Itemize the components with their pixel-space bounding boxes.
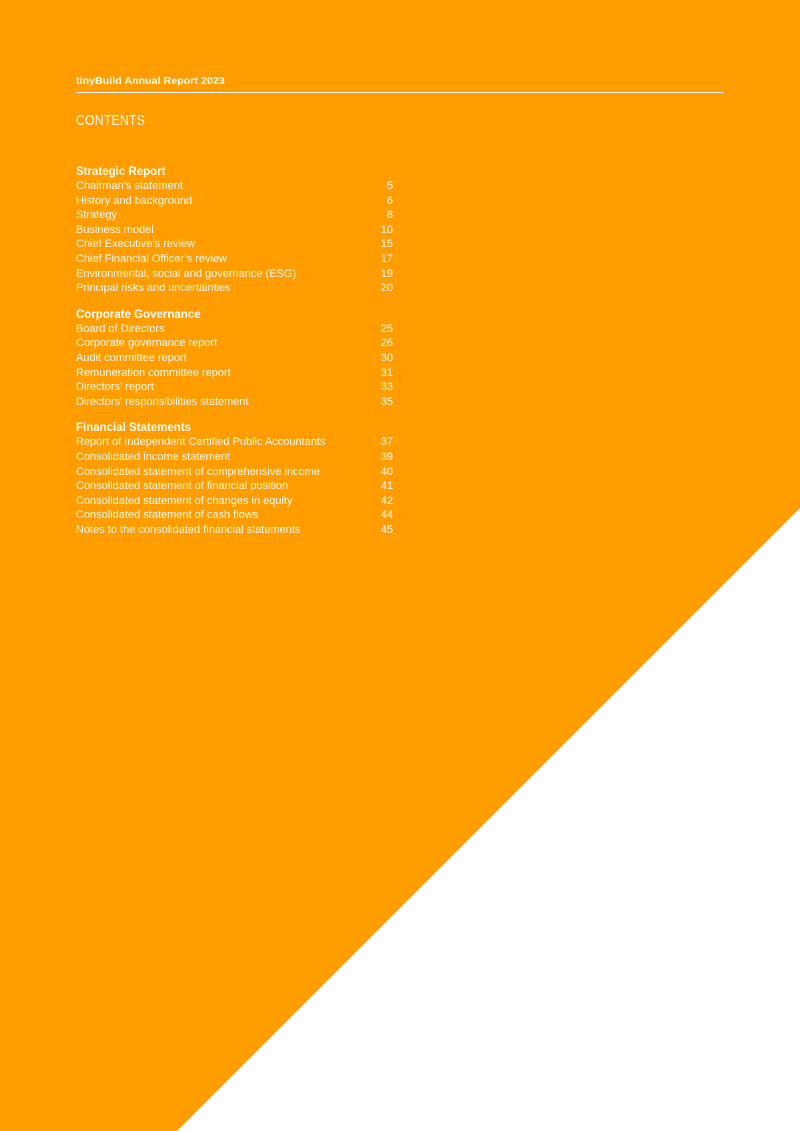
toc-entry-page: 25 xyxy=(380,322,393,335)
toc-entry-label: History and background xyxy=(76,194,193,207)
toc-entry[interactable] xyxy=(76,267,393,282)
toc-entry-label: Consolidated statement of comprehensive income xyxy=(76,465,320,478)
toc-entry[interactable] xyxy=(76,508,393,523)
toc-entry-label: Strategy xyxy=(76,209,117,222)
toc-entry-page: 6 xyxy=(386,194,393,207)
toc-entry-label: Corporate governance report xyxy=(76,337,218,350)
toc-entry-page: 37 xyxy=(380,436,393,449)
toc-entry-page: 41 xyxy=(380,480,393,493)
toc-entry-page: 42 xyxy=(380,494,393,507)
toc-entry[interactable] xyxy=(76,223,393,238)
toc-section-financial-statements xyxy=(76,421,393,537)
toc-entry-page: 8 xyxy=(386,209,393,222)
toc-entry-label: Consolidated income statement xyxy=(76,450,231,463)
toc-entry[interactable] xyxy=(76,479,393,494)
toc-entry-label: Chief Executive’s review xyxy=(76,238,196,251)
section-heading: Financial Statements xyxy=(76,422,192,435)
toc-entry-page: 17 xyxy=(380,252,393,265)
toc-entry-label: Consolidated statement of financial position xyxy=(76,480,289,493)
toc-entry-page: 39 xyxy=(380,450,393,463)
section-heading: Strategic Report xyxy=(76,166,166,178)
toc-entry-label: Chief Financial Officer’s review xyxy=(76,252,228,265)
toc-entry-page: 33 xyxy=(380,381,393,394)
toc-entry[interactable] xyxy=(76,208,393,223)
report-header-title: tinyBuild Annual Report 2023 xyxy=(76,75,225,87)
toc-entry-label: Notes to the consolidated financial statements xyxy=(76,523,301,536)
toc-entry[interactable] xyxy=(76,237,393,252)
toc-entry-label: Business model xyxy=(76,223,154,236)
toc-entry[interactable] xyxy=(76,465,393,480)
toc-section-strategic-report xyxy=(76,165,393,296)
toc-entry-page: 30 xyxy=(380,351,393,364)
toc-entry[interactable] xyxy=(76,450,393,465)
toc-section-corporate-governance xyxy=(76,308,393,410)
toc-entry-page: 5 xyxy=(386,180,393,192)
toc-entry-page: 20 xyxy=(380,282,393,295)
toc-entry[interactable] xyxy=(76,395,393,410)
toc-entry-page: 19 xyxy=(380,267,393,280)
toc-entry-page: 10 xyxy=(380,223,393,236)
toc-entry[interactable] xyxy=(76,523,393,538)
toc-entry[interactable] xyxy=(76,380,393,395)
toc-entry-page: 40 xyxy=(380,465,393,478)
toc-entry-label: Report of Independent Certified Public Accountants xyxy=(76,436,326,449)
toc-entry-page: 15 xyxy=(380,238,393,251)
header-divider xyxy=(76,92,724,93)
toc-entry-label: Directors’ report xyxy=(76,381,154,394)
toc-entry-label: Principal risks and uncertainties xyxy=(76,282,231,295)
table-of-contents xyxy=(76,165,393,549)
toc-entry[interactable] xyxy=(76,194,393,209)
toc-entry[interactable] xyxy=(76,281,393,296)
page-title: CONTENTS xyxy=(76,112,145,129)
toc-entry-label: Audit committee report xyxy=(76,351,187,364)
toc-entry[interactable] xyxy=(76,322,393,337)
toc-entry-label: Consolidated statement of changes in equity xyxy=(76,494,293,507)
toc-entry-label: Directors’ responsibilities statement xyxy=(76,395,249,408)
toc-entry[interactable] xyxy=(76,336,393,351)
toc-entry-label: Remuneration committee report xyxy=(76,366,231,379)
toc-entry-label: Consolidated statement of cash flows xyxy=(76,509,259,522)
toc-entry[interactable] xyxy=(76,494,393,509)
toc-entry-page: 44 xyxy=(380,509,393,522)
toc-entry-label: Environmental, social and governance (ESG) xyxy=(76,267,297,280)
toc-entry[interactable] xyxy=(76,252,393,267)
toc-entry[interactable] xyxy=(76,351,393,366)
toc-entry[interactable] xyxy=(76,366,393,381)
section-heading: Corporate Governance xyxy=(76,308,201,321)
toc-entry-page: 26 xyxy=(380,337,393,350)
toc-entry-page: 31 xyxy=(380,366,393,379)
toc-entry-label: Chairman’s statement xyxy=(76,180,183,192)
toc-entry[interactable] xyxy=(76,179,393,194)
toc-entry-label: Board of Directors xyxy=(76,322,165,335)
toc-entry-page: 45 xyxy=(380,523,393,536)
toc-entry-page: 35 xyxy=(380,395,393,408)
toc-entry[interactable] xyxy=(76,435,393,450)
